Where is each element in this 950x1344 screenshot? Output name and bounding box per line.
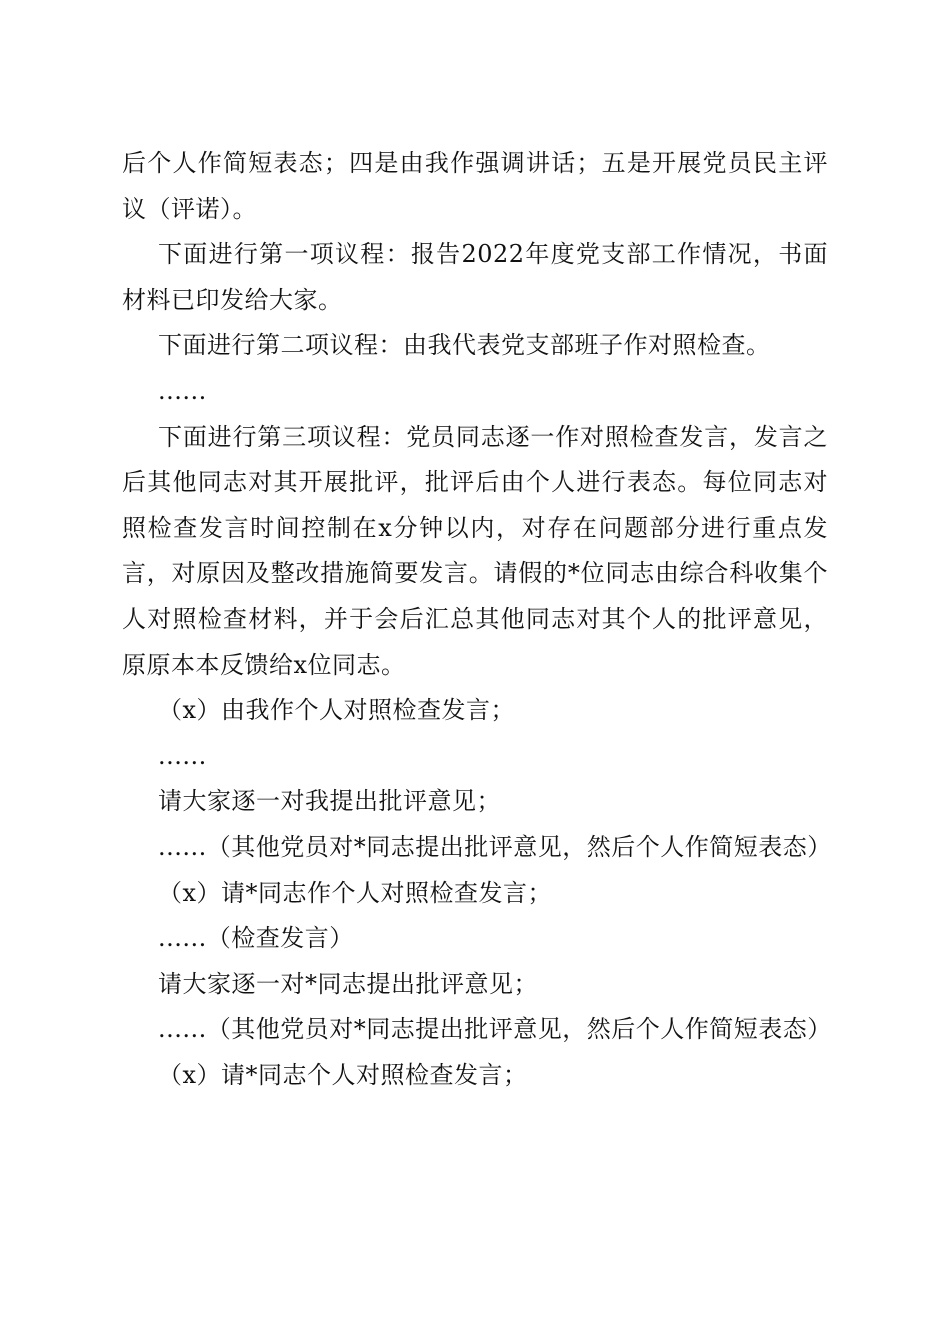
paragraph-request-criticism-comrade: 请大家逐一对*同志提出批评意见； — [158, 969, 538, 998]
paragraph-comrade-review: （x）请*同志作个人对照检查发言； — [158, 878, 553, 907]
paragraph-self-review: （x）由我作个人对照检查发言； — [158, 696, 516, 725]
paragraph-criticism-note: ......（其他党员对*同志提出批评意见，然后个人作简短表态） — [158, 832, 832, 861]
paragraph-item-one: 下面进行第一项议程：报告2022年度党支部工作情况，书面材料已印发给大家。 — [122, 240, 828, 314]
paragraph-ellipsis: ...... — [158, 376, 207, 405]
document-body — [122, 141, 832, 1098]
paragraph-agenda-end: 后个人作简短表态；四是由我作强调讲话；五是开展党员民主评议（评诺）。 — [122, 149, 828, 223]
paragraph-review-speech: ......（检查发言） — [158, 924, 354, 953]
paragraph-request-criticism: 请大家逐一对我提出批评意见； — [158, 787, 501, 816]
paragraph-criticism-note: ......（其他党员对*同志提出批评意见，然后个人作简短表态） — [158, 1015, 832, 1044]
paragraph-comrade-review: （x）请*同志个人对照检查发言； — [158, 1060, 528, 1089]
paragraph-ellipsis: ...... — [158, 741, 207, 770]
paragraph-item-two: 下面进行第二项议程：由我代表党支部班子作对照检查。 — [158, 331, 771, 360]
paragraph-item-three: 下面进行第三项议程：党员同志逐一作对照检查发言，发言之后其他同志对其开展批评，批评后由个人进行表态。每位同志对照检查发言时间控制在x分钟以内，对存在问题部分进行重点发言，对原因及整改措施简要发言。请假的*位同志由综合科收集个人对照检查材料，并于会后汇总其他同志对其个人的批评意见，原原本本反馈给x位同志。 — [122, 422, 828, 679]
